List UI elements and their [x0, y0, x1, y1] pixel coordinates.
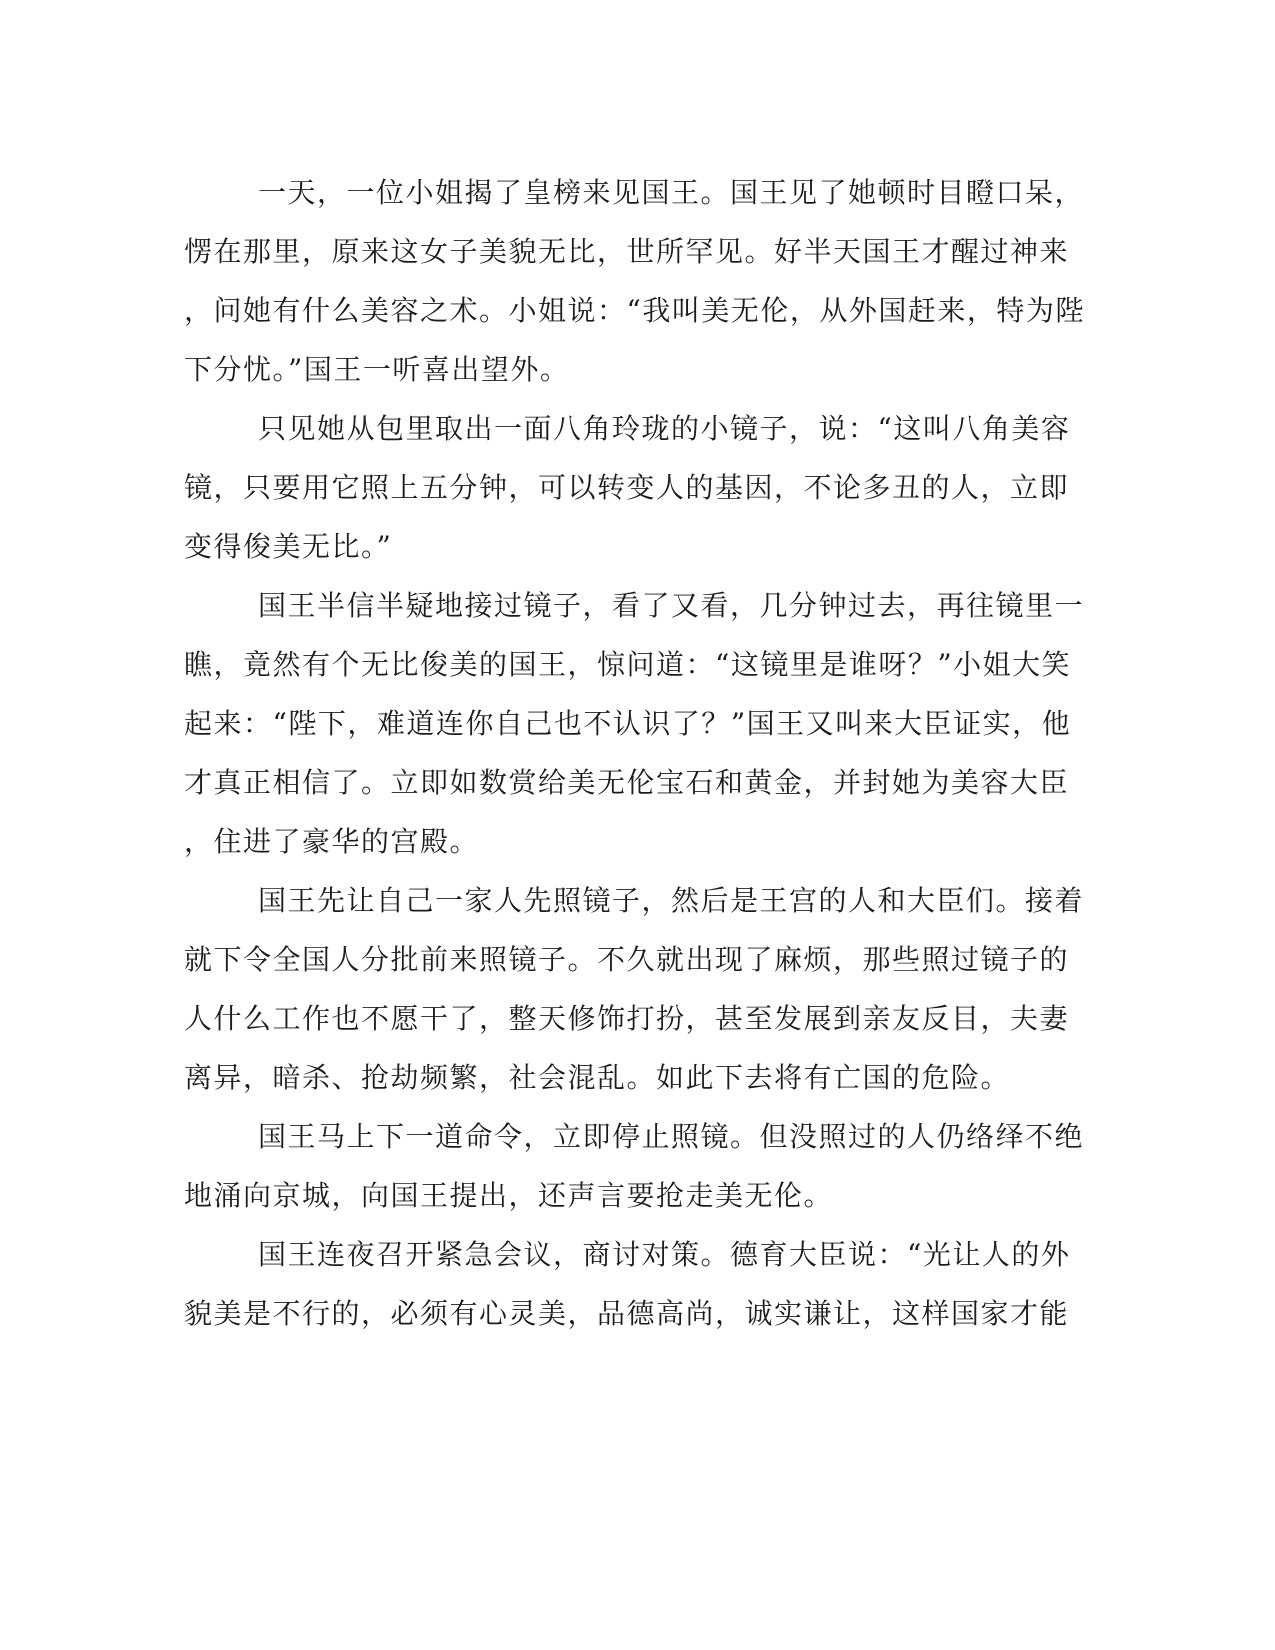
paragraph-2	[184, 399, 1071, 576]
paragraph-5	[184, 1107, 1085, 1225]
text-line: 一天，一位小姐揭了皇榜来见国王。国王见了她顿时目瞪口呆，	[258, 176, 1085, 209]
text-line: 愣在那里，原来这女子美貌无比，世所罕见。好半天国王才醒过神来	[184, 235, 1070, 268]
text-line: 下分忧。”国王一听喜出望外。	[184, 353, 570, 386]
text-line: 离异，暗杀、抢劫频繁，社会混乱。如此下去将有亡国的危险。	[184, 1061, 1011, 1094]
text-line: 国王连夜召开紧急会议，商讨对策。德育大臣说：“光让人的外	[258, 1238, 1071, 1271]
text-line: 只见她从包里取出一面八角玲珑的小镜子，说：“这叫八角美容	[258, 412, 1071, 445]
document-body	[184, 163, 1085, 1343]
text-line: 瞧，竟然有个无比俊美的国王，惊问道：“这镜里是谁呀？”小姐大笑	[184, 648, 1072, 681]
paragraph-6	[184, 1225, 1071, 1343]
paragraph-1	[184, 163, 1085, 399]
text-line: 地涌向京城，向国王提出，还声言要抢走美无伦。	[184, 1179, 834, 1212]
text-line: 才真正相信了。立即如数赏给美无伦宝石和黄金，并封她为美容大臣	[184, 766, 1070, 799]
text-line: 国王半信半疑地接过镜子，看了又看，几分钟过去，再往镜里一	[258, 589, 1085, 622]
text-line: 镜，只要用它照上五分钟，可以转变人的基因，不论多丑的人，立即	[184, 471, 1070, 504]
text-line: ，住进了豪华的宫殿。	[184, 825, 480, 858]
text-line: 人什么工作也不愿干了，整天修饰打扮，甚至发展到亲友反目，夫妻	[184, 1002, 1070, 1035]
text-line: 起来：“陛下，难道连你自己也不认识了？”国王又叫来大臣证实，他	[184, 707, 1072, 740]
paragraph-3	[184, 576, 1085, 871]
text-line: 就下令全国人分批前来照镜子。不久就出现了麻烦，那些照过镜子的	[184, 943, 1070, 976]
paragraph-4	[184, 871, 1085, 1107]
text-line: 国王先让自己一家人先照镜子，然后是王宫的人和大臣们。接着	[258, 884, 1085, 917]
text-line: 国王马上下一道命令，立即停止照镜。但没照过的人仍络绎不绝	[258, 1120, 1085, 1153]
text-line: 貌美是不行的，必须有心灵美，品德高尚，诚实谦让，这样国家才能	[184, 1297, 1070, 1330]
text-line: ，问她有什么美容之术。小姐说：“我叫美无伦，从外国赶来，特为陛	[184, 294, 1085, 327]
text-line: 变得俊美无比。”	[184, 530, 393, 563]
